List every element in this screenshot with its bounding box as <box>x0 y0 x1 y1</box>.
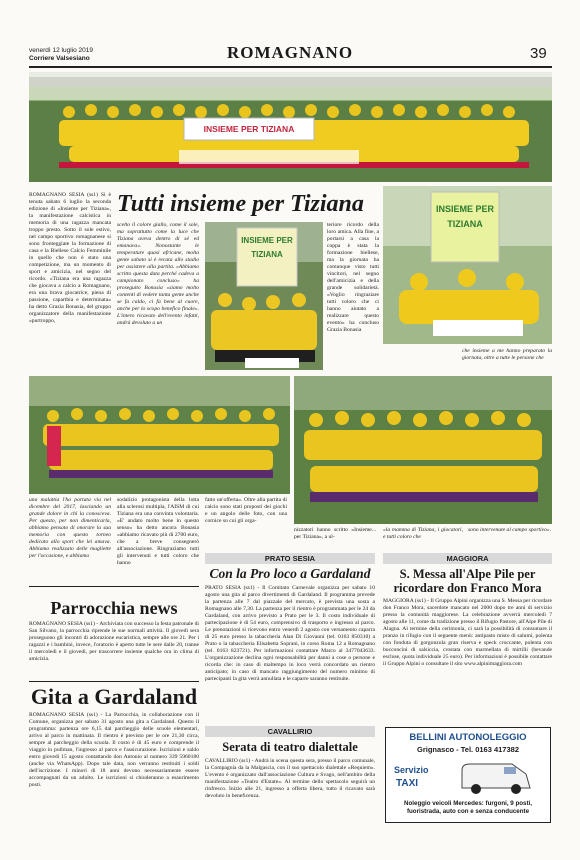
page-number: 39 <box>530 45 547 62</box>
header-rule <box>29 66 552 68</box>
van-icon <box>456 758 536 798</box>
parrocchia-body: ROMAGNANO SESIA (ss1) - Archiviata con successo la festa patronale di San Silvano, la parrocchia riprende le sue normali attività. Il giovedì sera proseguono gli incontri di adorazione eucaristica, sempre alle ore 21. Per i ragazzi e i bambini, invece, l'oratorio è aperto tutte le sere dalle 20, tranne il mercoledì e il giovedì, per trascorrere insieme qualche ora in clima di amicizia. <box>29 621 199 662</box>
prato-headline: Con la Pro loco a Gardaland <box>209 566 371 581</box>
article-body-col3: teriore ricordo della loro amica. Alla fine, a portarsi a casa la coppa è stata la formazione biellese, ma la giornata ha comunque visto tutti vincitori, nel segno dell'amicizia e della grande solidarietà. «Voglio ringraziare tutti coloro che ci hanno aiutato a realizzare questo evento» ha concluso Grazia Bonasia <box>327 222 379 333</box>
ad-taxi-label: TAXI <box>396 778 419 789</box>
cavallirio-body: CAVALLIRIO (ss1) - Andrà in scena questa sera, presso il parco comunale, la Compagnia da la Malgascia, con il suo spettacolo dialettale «Requiem». L'evento è organizzato dall'associazione Cultura e Svago, nell'ambito della manifestazione «Teatro d'Estate». Al termine dello spettacolo seguirà un rinfresco. Inizio alle 21, ingresso a offerta libera, tutto il ricavato sarà devoluto in beneficenza. <box>205 758 375 799</box>
article-lower-col4: nizzatori hanno scritto «Insieme... per Tiziana», a ul- <box>294 527 376 540</box>
article-body-col2: scelto il colore giallo, come il sole, ma soprattutto come la luce che Tiziana aveva dentro di sé ed emanava». Nonostante le temperature quasi africane, molta gente sabato si è recata allo stadio per assistere alla partita. «Abbiamo scritto questa data perché cadeva a campionato concluso» ha proseguito Bonasia «siamo molto contenti di vedere tanta gente anche se fa caldo, ci fa bene al cuore, anche per lo scopo benefico finale». L'intero ricavato dell'evento infatti, andrà devoluto a un <box>117 222 199 326</box>
ad-footer: Noleggio veicoli Mercedes: furgoni, 9 posti, fuoristrada, auto con e senza conducente <box>404 800 532 815</box>
ad-service-label: Servizio <box>394 765 429 775</box>
team-photo-left <box>29 376 290 494</box>
prato-kicker: PRATO SESIA <box>205 553 375 564</box>
gardaland-left-headline: Gita a Gardaland <box>30 684 198 709</box>
article-lower-col3: fatto un'offerta». Oltre alla partita di calcio sono stati proposti dei giochi e un angolo delle foto, con una cornice su cui gli orga- <box>205 497 287 524</box>
paper-name: Corriere Valsesiano <box>29 55 90 62</box>
ad-title: BELLINI AUTONOLEGGIO <box>409 732 527 743</box>
main-headline: Tutti insieme per Tiziana <box>117 191 364 217</box>
cavallirio-kicker: CAVALLIRIO <box>205 726 375 737</box>
sign-photo-right <box>383 186 552 344</box>
sign-left-text: INSIEME PER TIZIANA <box>241 236 293 259</box>
banner-text: INSIEME PER TIZIANA <box>203 124 295 134</box>
team-photo-left-art <box>29 376 290 494</box>
maggiora-headline: S. Messa all'Alpe Pile per ricordare don Franco Mora <box>393 567 542 595</box>
article-lower-col5: «la mamma di Tiziana, i giocatori, e tutti coloro che <box>383 527 463 540</box>
cavallirio-headline: Serata di teatro dialettale <box>222 740 358 754</box>
article-lower-col1: una malattia l'ha portata via nel dicembre del 2017, lasciando un grande dolore in chi la conosceva. Per questo, per non dimenticarla, abbiamo pensato di onorare la sua memoria con questo torneo dedicato allo sport che lei amava. Abbiamo realizzato delle magliette per l'occasione, e abbiamo <box>29 497 111 559</box>
divider-gardaland <box>29 681 199 682</box>
article-lower-col6: sono intervenute al campo sportivo». <box>468 527 552 533</box>
divider-parrocchia <box>29 586 199 587</box>
ad-subtitle: Grignasco - Tel. 0163 417382 <box>416 745 519 754</box>
sign-photo-left <box>205 222 323 370</box>
article-body-col4: che insieme a me hanno preparato la giornata, oltre a tutte le persone che <box>462 348 552 361</box>
prato-body: PRATO SESIA (ss1) - Il Comitato Carnevale organizza per sabato 10 agosto una gita al parco divertimenti di Gardaland. Il programma prevede la partenza alle 7 dal piazzale del mercato, è prevista una sosta a Romagnano alle 7,30. La partenza per il rientro è programmata per le 24 da Gardaland, con arrivo previsto a Prato per le 3. Il costo individuale di partecipazione è di 54 euro, comprensivo di trasporto e ingresso al parco. Le prenotazioni si ricevono entro venerdì 2 agosto con versamento caparra di 25 euro presso la tabaccheria Alan Di Giovanni (tel. 0163 850310) a Prato o la tabaccheria Elisabetta Soprani, in corso Roma 12 a Romagnano (tel. 0163 823721). Per informazioni contattare Marco al 3477043633. L'organizzazione declina ogni responsabilità per danni a cose o persone e ricorda che: in caso di maltempo in loco verrà concordato un rientro anticipato; in caso di mancato raggiungimento del numero minimo di partecipanti la gita verrà annullata e le caparre saranno restituite. <box>205 585 375 682</box>
maggiora-body: MAGGIORA (ss1) - Il Gruppo Alpini organizza una S. Messa per ricordare don Franco Mora, sacerdote mancato nel 2000 dopo tre anni di servizio presso la comunità maggiorese. La celebrazione avverrà mercoledì 7 agosto alle 11, come da tradizione presso il Rifugio Pastore, all'Alpe Pile di Alagna. Al termine della cerimonia, ci sarà la possibilità di consumare il pranzo in rifugio con il seguente menù: antipasto misto di salumi, polenta con fonduta di gorgonzola gran riserva e speck croccante, polenta con bocconcini di salsiccia, crostata con marmellata di mirtilli (bevande escluse, quota individuale 25 euro). Per informazioni è possibile contattare il Gruppo Alpini o consultare il sito www.alpinimaggiora.com <box>383 598 552 667</box>
maggiora-kicker: MAGGIORA <box>383 553 552 564</box>
article-body-col1: ROMAGNANO SESIA (ss1) Si è tenuta sabato 6 luglio la seconda edizione di «Insieme per Tiziana», la manifestazione calcistica in memoria di una ragazza mancata troppo presto. Sotto il sole estivo, nel campo sportivo romagnanese si sono fronteggiate la formazione di casa e la Biellese Calcio Femminile in quello che non è stato una competizione, ma un momento di sport e amicizia, nel segno del ricordo. «Tiziana era una ragazza che giocava a calcio a Romagnano, era una brava giocatrice, piena di passione, capartbia e determinata» ha detto Grazia Bonasia, del gruppo organizzatore della manifestazione «purtroppo, <box>29 192 111 324</box>
gardaland-left-body: ROMAGNANO SESIA (ss1) - La Parrocchia, in collaborazione con il Comune, organizza per sabato 31 agosto una gita a Gardaland. Questo il programma: partenza ore 6,15 dal parcheggio delle scuole elementari, arrivo al parco in mattinata. Il rientro è previsto per le ore 21,30 circa, sempre al parcheggio della scuola. Il costo è di 45 euro e comprende il viaggio in pullman, l'ingresso al parco e l'assicurazione. Iscrizioni e saldo entro giovedì 15 agosto contattando don Antonio al numero 339 5960180 (anche via WhatsApp). Dopo tale data, non verranno restituiti i soldi dell'iscrizione. I minori di 18 anni devono necessariamente essere accompagnati da un adulto. Le iscrizioni si chiuderanno a esaurimento posti. <box>29 712 199 788</box>
ad-bellini[interactable] <box>385 727 551 823</box>
article-lower-col2: sodalizio protagonista della lotta alla sclerosi multipla, l'AISM di cui Tiziana era una convinta volontaria. «E' andato molto bene in questo senso» ha detto ancora Bonasia «abbiamo ricavato più di 2700 euro, che a breve consegnerò all'associazione. Ringraziamo tutti gli intervenuti e tutti coloro che hanno <box>117 497 199 566</box>
team-photo-top <box>29 72 552 182</box>
sign-right-text: INSIEME PER TIZIANA <box>435 204 494 229</box>
team-photo-right <box>294 376 552 524</box>
issue-date: venerdì 12 luglio 2019 <box>29 47 93 54</box>
section-title: ROMAGNANO <box>226 43 354 62</box>
parrocchia-headline: Parrocchia news <box>50 598 178 618</box>
team-photo-right-art <box>294 376 552 524</box>
